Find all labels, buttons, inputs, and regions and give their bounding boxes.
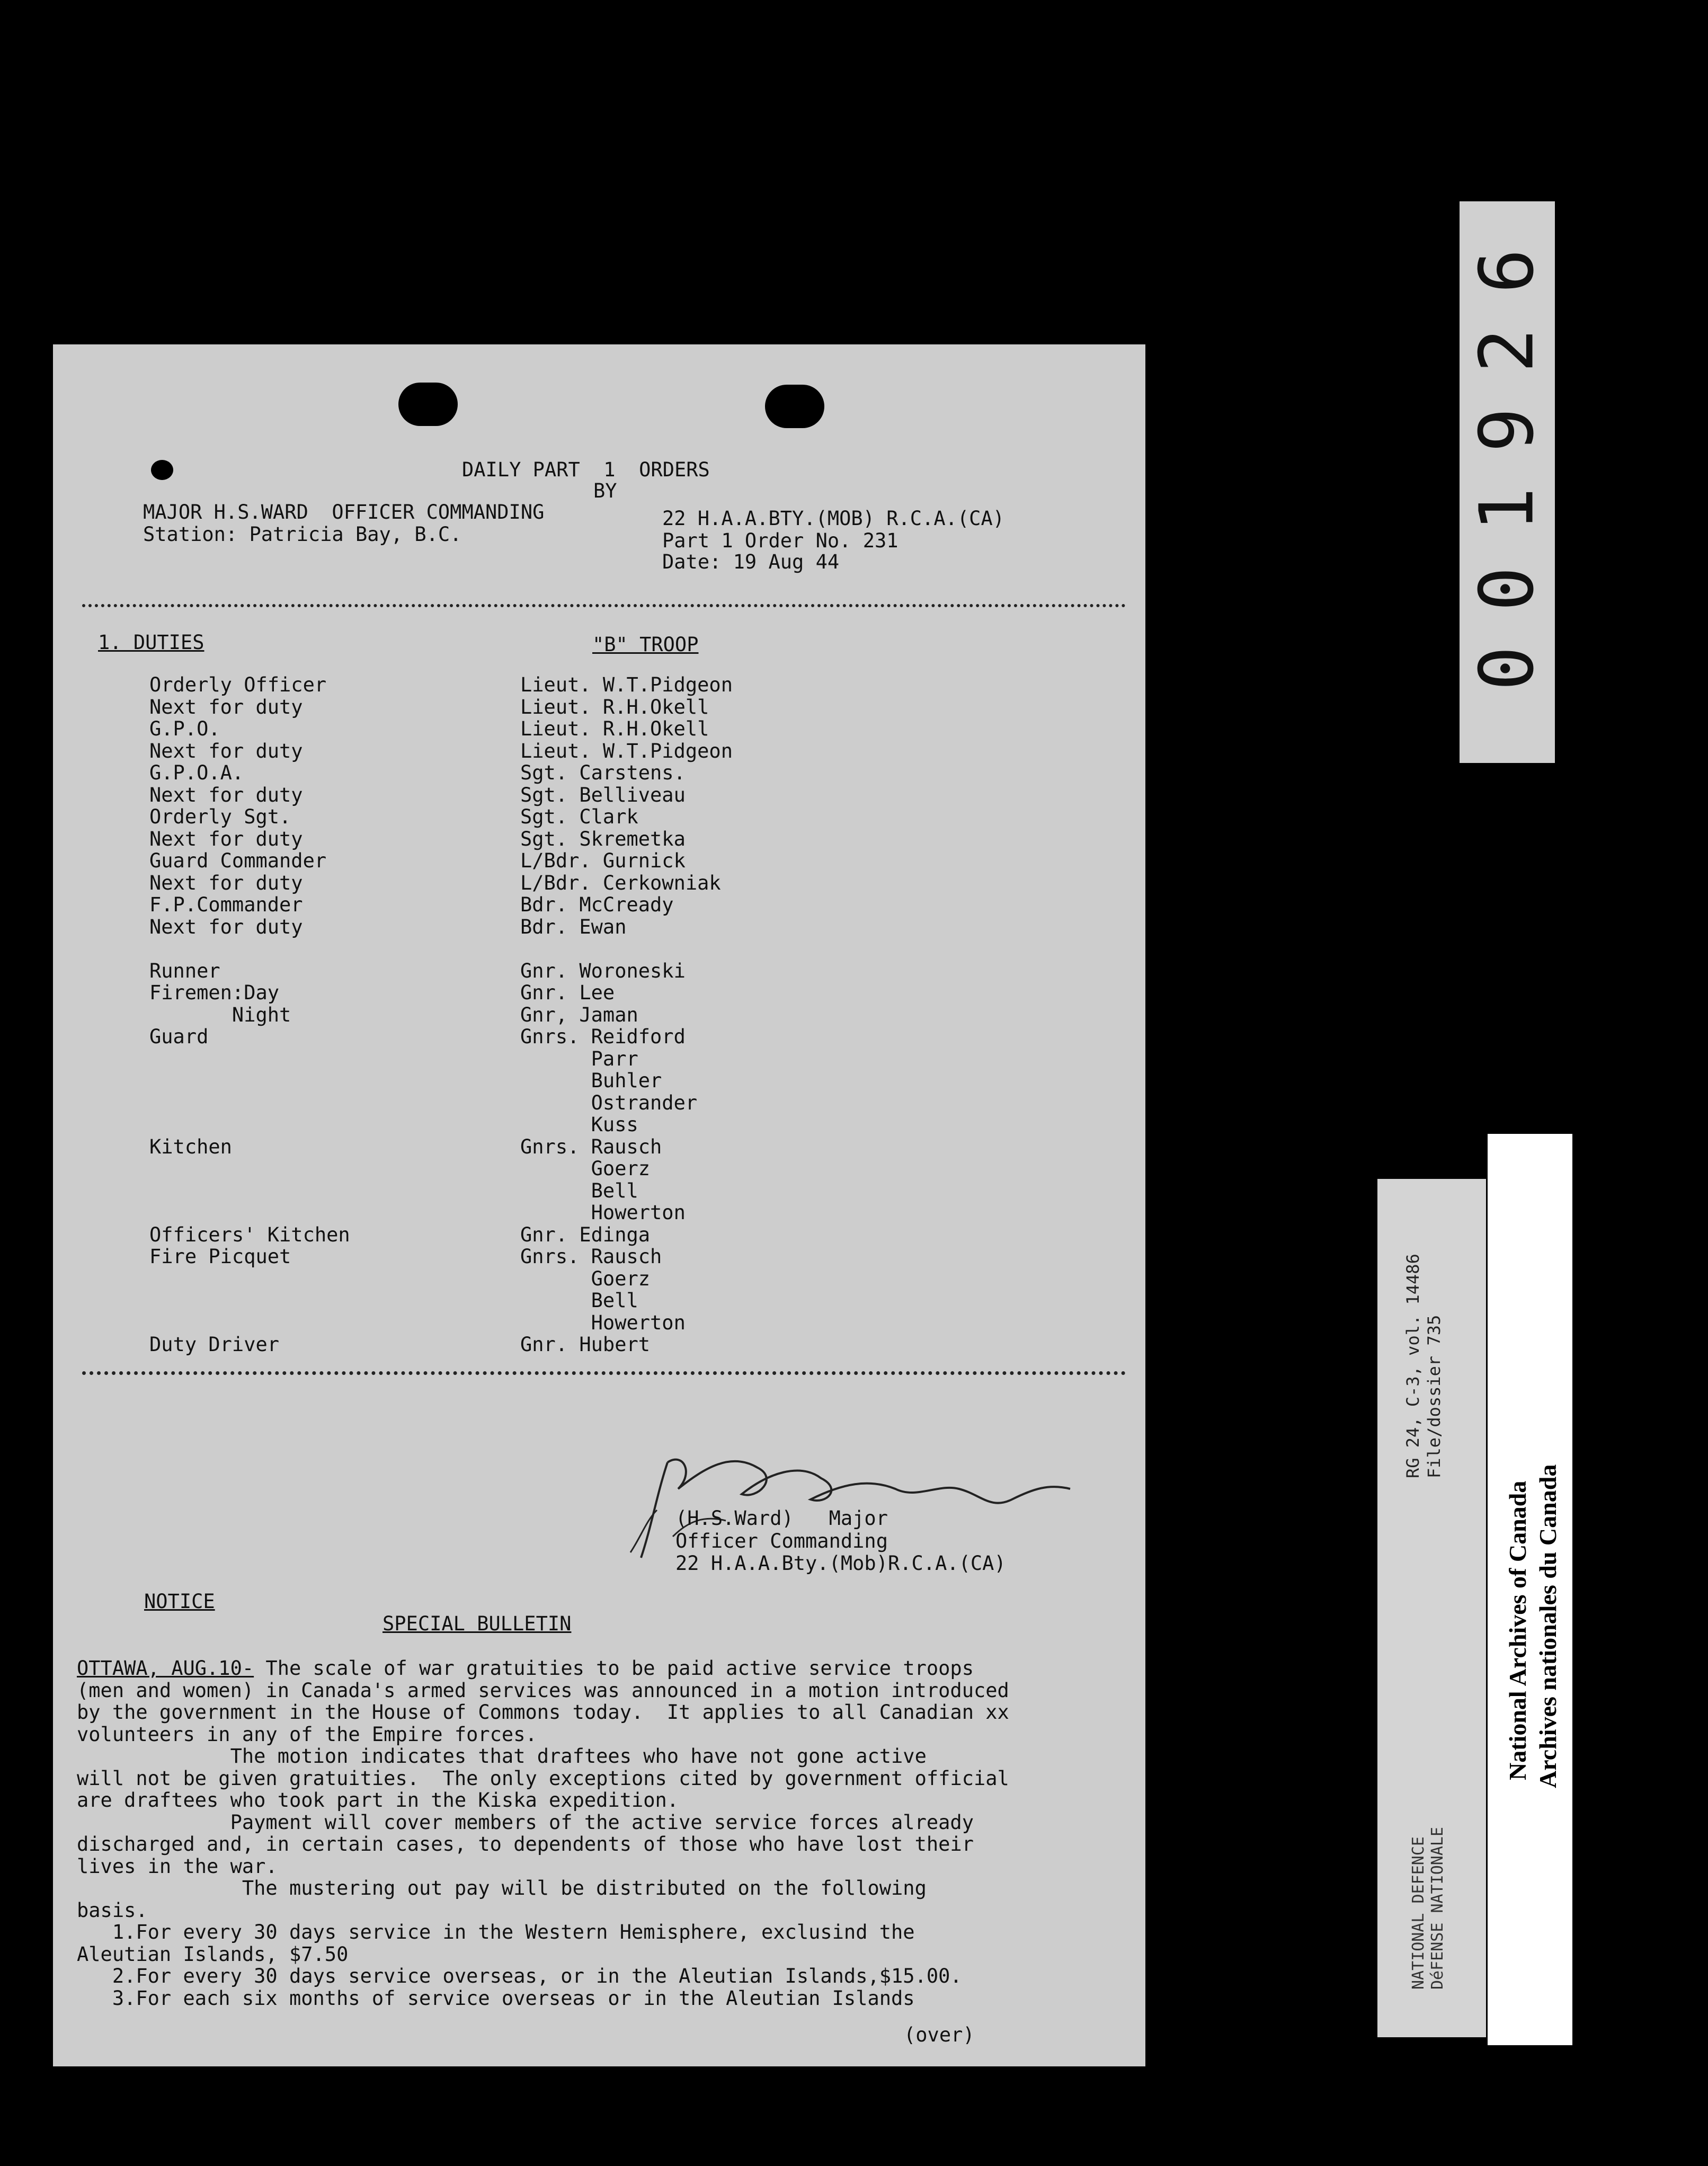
duty-name: Bdr. McCready bbox=[520, 893, 674, 916]
notice-line: OTTAWA, AUG.10- The scale of war gratuities to be paid active service troops bbox=[77, 1657, 974, 1680]
notice-line: will not be given gratuities. The only exceptions cited by government official bbox=[77, 1766, 1009, 1790]
archive-file: File/dossier 735 bbox=[1424, 1315, 1444, 1478]
duty-name: Gnr. Hubert bbox=[520, 1333, 651, 1356]
notice-line: The mustering out pay will be distributed on the following bbox=[77, 1877, 927, 1899]
department-en: NATIONAL DEFENCE bbox=[1409, 1836, 1428, 1990]
duty-name: Ostrander bbox=[520, 1091, 698, 1114]
duty-role: G.P.O. bbox=[149, 717, 220, 740]
duty-role: Fire Picquet bbox=[149, 1245, 291, 1268]
unit-line: 22 H.A.A.BTY.(MOB) R.C.A.(CA) bbox=[662, 507, 1005, 530]
punch-hole-right bbox=[765, 385, 824, 428]
duty-role: Guard Commander bbox=[149, 849, 327, 872]
stamp-digit: 0 bbox=[1464, 646, 1551, 691]
duty-role: Kitchen bbox=[149, 1135, 232, 1158]
stamp-digit: 9 bbox=[1464, 407, 1551, 452]
special-bulletin-heading: SPECIAL BULLETIN bbox=[382, 1612, 572, 1635]
duty-name: Lieut. R.H.Okell bbox=[520, 695, 709, 718]
duty-role: Guard bbox=[149, 1025, 209, 1048]
duty-name: Bell bbox=[520, 1289, 638, 1312]
notice-line: basis. bbox=[77, 1898, 148, 1922]
duty-name: Sgt. Clark bbox=[520, 805, 638, 828]
duty-name: Goerz bbox=[520, 1157, 651, 1180]
duty-name: Kuss bbox=[520, 1113, 638, 1136]
duty-role: Next for duty bbox=[149, 695, 303, 718]
duty-name: Bdr. Ewan bbox=[520, 915, 627, 938]
national-archives-fr: Archives nationales du Canada bbox=[1534, 1464, 1561, 1788]
duty-name: Parr bbox=[520, 1047, 638, 1070]
archive-reference: RG 24, C-3, vol. 14486 bbox=[1403, 1254, 1423, 1478]
duty-name: Gnr. Edinga bbox=[520, 1223, 651, 1246]
orders-title: DAILY PART 1 ORDERS bbox=[462, 458, 710, 481]
duty-name: Howerton bbox=[520, 1201, 686, 1224]
duty-role: Next for duty bbox=[149, 915, 303, 938]
notice-line: 3.For each six months of service overseas or in the Aleutian Islands bbox=[77, 1986, 915, 2010]
duty-role: Officers' Kitchen bbox=[149, 1223, 350, 1246]
notice-line: are draftees who took part in the Kiska expedition. bbox=[77, 1789, 679, 1812]
duty-name: Howerton bbox=[520, 1311, 686, 1334]
over-marker: (over) bbox=[904, 2023, 975, 2046]
duty-role: Next for duty bbox=[149, 871, 303, 894]
duty-name: L/Bdr. Cerkowniak bbox=[520, 871, 721, 894]
duty-name: Goerz bbox=[520, 1267, 651, 1290]
stamp-digit: 0 bbox=[1464, 566, 1551, 611]
notice-line: lives in the war. bbox=[77, 1854, 278, 1878]
duty-name: Lieut. W.T.Pidgeon bbox=[520, 739, 733, 762]
duty-role: Orderly Sgt. bbox=[149, 805, 291, 828]
notice-body bbox=[77, 1657, 1009, 2009]
duty-name: Bell bbox=[520, 1179, 638, 1202]
duty-role: Orderly Officer bbox=[149, 673, 327, 696]
duty-name: Sgt. Belliveau bbox=[520, 783, 686, 806]
duty-role: F.P.Commander bbox=[149, 893, 303, 916]
duty-name: Buhler bbox=[520, 1069, 662, 1092]
duty-name: Gnr. Woroneski bbox=[520, 959, 686, 982]
duty-role: Runner bbox=[149, 959, 220, 982]
duty-name: Gnrs. Reidford bbox=[520, 1025, 686, 1048]
duty-role: Next for duty bbox=[149, 827, 303, 850]
signatory-unit: 22 H.A.A.Bty.(Mob)R.C.A.(CA) bbox=[675, 1552, 1006, 1575]
signatory-title: Officer Commanding bbox=[675, 1530, 888, 1552]
divider-top bbox=[82, 604, 1126, 607]
punch-hole-left bbox=[398, 383, 458, 426]
duty-role: Duty Driver bbox=[149, 1333, 280, 1356]
notice-line: 2.For every 30 days service overseas, or in the Aleutian Islands,$15.00. bbox=[77, 1965, 962, 1987]
troop-heading: "B" TROOP bbox=[592, 633, 699, 656]
notice-line: Aleutian Islands, $7.50 bbox=[77, 1942, 349, 1966]
notice-line: discharged and, in certain cases, to dependents of those who have lost their bbox=[77, 1833, 974, 1856]
duty-name: Sgt. Carstens. bbox=[520, 761, 686, 784]
station-line: Station: Patricia Bay, B.C. bbox=[143, 523, 462, 546]
duty-role: Next for duty bbox=[149, 739, 303, 762]
ink-blot bbox=[151, 460, 173, 480]
stamp-digit: 6 bbox=[1464, 248, 1551, 294]
order-date: Date: 19 Aug 44 bbox=[662, 551, 840, 573]
notice-line: 1.For every 30 days service in the Western Hemisphere, exclusind the bbox=[77, 1921, 915, 1943]
duty-name: Lieut. R.H.Okell bbox=[520, 717, 709, 740]
notice-line: volunteers in any of the Empire forces. bbox=[77, 1723, 537, 1746]
notice-line: by the government in the House of Commons today. It applies to all Canadian xx bbox=[77, 1701, 1009, 1724]
commander-line: MAJOR H.S.WARD OFFICER COMMANDING bbox=[143, 501, 545, 523]
duty-name: Gnrs. Rausch bbox=[520, 1135, 662, 1158]
national-archives-en: National Archives of Canada bbox=[1504, 1480, 1531, 1780]
stamp-digit: 2 bbox=[1464, 328, 1551, 373]
notice-line: The motion indicates that draftees who have not gone active bbox=[77, 1745, 927, 1768]
notice-dateline: OTTAWA, AUG.10- bbox=[77, 1657, 254, 1680]
duty-role: Night bbox=[149, 1003, 291, 1026]
duty-name: Lieut. W.T.Pidgeon bbox=[520, 673, 733, 696]
orders-by: BY bbox=[593, 480, 617, 502]
department-fr: DéFENSE NATIONALE bbox=[1428, 1826, 1447, 1990]
duty-name: Gnr, Jaman bbox=[520, 1003, 638, 1026]
duties-heading: 1. DUTIES bbox=[98, 631, 204, 654]
divider-bottom bbox=[82, 1371, 1126, 1375]
notice-line: Payment will cover members of the active service forces already bbox=[77, 1810, 974, 1834]
notice-heading: NOTICE bbox=[144, 1590, 215, 1613]
duty-name: Sgt. Skremetka bbox=[520, 827, 686, 850]
duty-role: G.P.O.A. bbox=[149, 761, 244, 784]
duty-role: Firemen:Day bbox=[149, 981, 280, 1004]
duty-role: Next for duty bbox=[149, 783, 303, 806]
duty-name: Gnr. Lee bbox=[520, 981, 615, 1004]
order-number: Part 1 Order No. 231 bbox=[662, 529, 899, 552]
duty-name: L/Bdr. Gurnick bbox=[520, 849, 686, 872]
notice-line: (men and women) in Canada's armed services was announced in a motion introduced bbox=[77, 1679, 1009, 1702]
duty-name: Gnrs. Rausch bbox=[520, 1245, 662, 1268]
stamp-digit: 1 bbox=[1464, 487, 1551, 532]
signatory-name: (H.S.Ward) Major bbox=[675, 1507, 888, 1530]
